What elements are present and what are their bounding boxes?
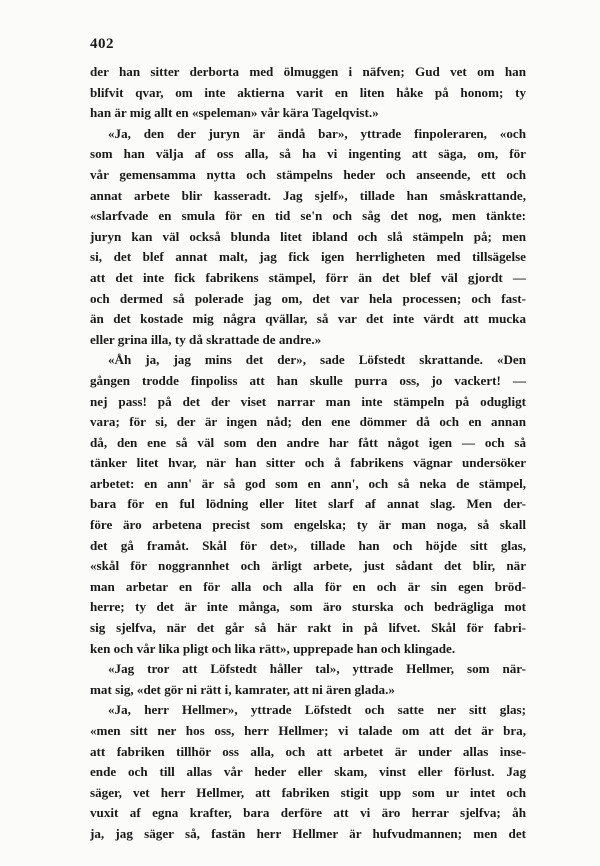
text-line: att det inte fick fabrikens stämpel, förr än det blef väl gjordt — <box>90 269 526 285</box>
text-line: arbetet: en ann' är så god som en ann', och så neka de stämpel, <box>90 475 526 491</box>
text-line: tänker litet hvar, när han sitter och å fabrikens vägnar undersöker <box>90 455 526 471</box>
text-line: «Ja, herr Hellmer», yttrade Löfstedt och satte ner sitt glas; <box>108 702 526 718</box>
body-text <box>90 62 526 845</box>
text-line: och dermed så polerade jag om, det var hela processen; och fast- <box>90 290 526 306</box>
text-line: blifvit qvar, om inte aktierna varit en liten håke på honom; ty <box>90 84 526 100</box>
text-line: nej pass! på det der viset narrar man inte stämpeln på odugligt <box>90 393 526 409</box>
text-line: vuxit af egna krafter, bara derföre att vi äro herrar sjelfva; åh <box>90 805 526 821</box>
text-line: ja, jag säger så, fastän herr Hellmer är hufvudmannen; men det <box>90 825 526 841</box>
text-line: «slarfvade en smula för en tid se'n och såg det nog, men tänkte: <box>90 208 526 224</box>
text-line: mat sig, «det gör ni rätt i, kamrater, att ni ären glada.» <box>90 681 395 697</box>
text-line: juryn kan väl också blunda litet ibland och slå stämpeln på; men <box>90 228 526 244</box>
text-line: «skål för noggrannhet och ärligt arbete, just sådant det blir, när <box>90 558 526 574</box>
text-line: han är mig allt en «speleman» vår kära Tagelqvist.» <box>90 105 379 121</box>
text-line: säger, vet herr Hellmer, att fabriken stigit upp som ur intet och <box>90 784 526 800</box>
page-number: 402 <box>90 36 114 52</box>
text-line: gången trodde finpoliss att han skulle purra oss, jo vackert! — <box>90 372 526 388</box>
text-line: som han välja af oss alla, så ha vi ingenting att säga, om, för <box>90 146 526 162</box>
text-line: då, den ene så väl som den andre har fått något igen — och så <box>90 434 526 450</box>
text-line: «Åh ja, jag mins det der», sade Löfstedt skrattande. «Den <box>108 352 526 368</box>
text-line: herre; ty det är inte många, som äro sturska och bedrägliga mot <box>90 599 526 615</box>
text-line: det gå framåt. Skål för det», tillade han och höjde sitt glas, <box>90 537 526 553</box>
text-line: ende och till allas vår heder eller skam, vinst eller förlust. Jag <box>90 764 526 780</box>
text-line: före äro arbetena precist som engelska; ty är man noga, så skall <box>90 517 526 533</box>
text-line: eller grina illa, ty då skrattade de andre.» <box>90 331 322 347</box>
text-line: vara; för si, der är ingen nåd; den ene dömmer då och en annan <box>90 414 526 430</box>
text-line: att fabriken tillhör oss alla, och att arbetet är under allas insе- <box>90 743 526 759</box>
text-line: «men sitt ner hos oss, herr Hellmer; vi talade om att det är bra, <box>90 723 526 738</box>
text-line: si, det blef annat malt, jag fick igen herrligheten med tillsägelse <box>90 249 526 265</box>
text-line: «Jag tror att Löfstedt håller tal», yttrade Hellmer, som när- <box>108 661 526 677</box>
text-line: bara för en ful lödning eller litet slarf af annat slag. Men der- <box>90 496 526 512</box>
text-line: vår gemensamma nytta och stämpelns heder och anseende, ett och <box>90 166 526 182</box>
text-line: än det kostade mig några qvällar, så var det inte värdt att mucka <box>90 311 526 327</box>
text-line: der han sitter derborta med ölmuggen i näfven; Gud vet om han <box>90 64 526 79</box>
text-line: ken och vår lika pligt och lika rätt», upprepade han och klingade. <box>90 640 456 656</box>
text-line: «Ja, den der juryn är ändå bar», yttrade finpoleraren, «och <box>108 125 526 141</box>
text-line: annat arbete blir kasseradt. Jag sjelf», tillade han småskrattande, <box>90 187 526 203</box>
text-line: man arbetar en för alla och alla för en och är sin egen bröd- <box>90 578 526 594</box>
text-line: sig sjelfva, när det går så här rakt in på lifvet. Skål för fabri- <box>90 620 526 636</box>
